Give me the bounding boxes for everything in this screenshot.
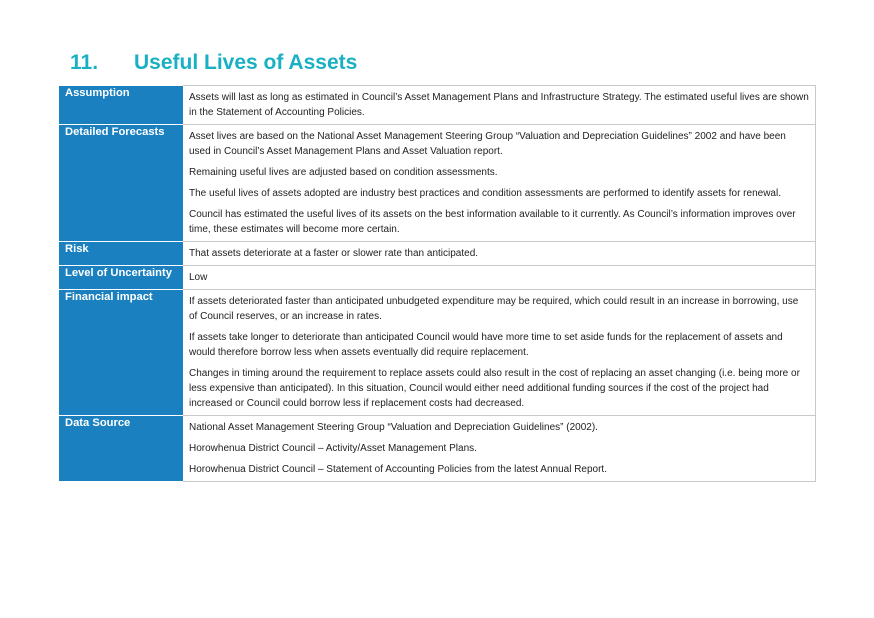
- row-label: Risk: [59, 242, 183, 266]
- table-row-data-source: [59, 416, 816, 482]
- row-label: Assumption: [59, 86, 183, 125]
- row-label: Data Source: [59, 416, 183, 482]
- row-label: Level of Uncertainty: [59, 266, 183, 290]
- paragraph: Horowhenua District Council – Statement of Accounting Policies from the latest Annual Report.: [189, 464, 607, 475]
- assumption-table: [59, 85, 816, 482]
- table-row-risk: [59, 242, 816, 266]
- row-label: Financial impact: [59, 290, 183, 416]
- section-number: 11.: [70, 51, 99, 74]
- paragraph: The useful lives of assets adopted are industry best practices and condition assessments are performed to identify assets for renewal.: [189, 188, 781, 199]
- row-content: [183, 242, 816, 266]
- paragraph: If assets deteriorated faster than anticipated unbudgeted expenditure may be required, which could result in an increase in borrowing, use of Council reserves, or an increase in rates.: [189, 296, 799, 322]
- row-content: [183, 416, 816, 482]
- row-content: [183, 86, 816, 125]
- table-row-level-of-uncertainty: [59, 266, 816, 290]
- paragraph: Remaining useful lives are adjusted based on condition assessments.: [189, 167, 498, 178]
- row-content: [183, 266, 816, 290]
- paragraph: Low: [189, 272, 208, 283]
- row-content: [183, 290, 816, 416]
- row-label: Detailed Forecasts: [59, 125, 183, 242]
- paragraph: Changes in timing around the requirement to replace assets could also result in the cost of replacing an asset changing (i.e. being more or less expensive than anticipated). In this situation, Council would either need additional funding sources if the cost of the project had increased or Council could borrow less if replacement costs had decreased.: [189, 368, 800, 409]
- table-row-financial-impact: [59, 290, 816, 416]
- section-title: Useful Lives of Assets: [134, 51, 358, 74]
- paragraph: Assets will last as long as estimated in Council’s Asset Management Plans and Infrastructure Strategy. The estimated useful lives are shown in the Statement of Accounting Policies.: [189, 92, 809, 118]
- table-row-assumption: [59, 86, 816, 125]
- table-row-detailed-forecasts: [59, 125, 816, 242]
- paragraph: Asset lives are based on the National Asset Management Steering Group “Valuation and Depreciation Guidelines” 2002 and have been used in Council’s Asset Management Plans and Asset Valuation report.: [189, 131, 786, 157]
- row-content: [183, 125, 816, 242]
- paragraph: Horowhenua District Council – Activity/Asset Management Plans.: [189, 443, 477, 454]
- paragraph: Council has estimated the useful lives of its assets on the best information available to it currently. As Council’s information improves over time, these estimates will become more certain.: [189, 209, 796, 235]
- paragraph: National Asset Management Steering Group “Valuation and Depreciation Guidelines” (2002).: [189, 422, 598, 433]
- paragraph: That assets deteriorate at a faster or slower rate than anticipated.: [189, 248, 479, 259]
- paragraph: If assets take longer to deteriorate than anticipated Council would have more time to set aside funds for the replacement of assets and would therefore borrow less when assets eventually did require replacement.: [189, 332, 783, 358]
- section-heading: [70, 50, 357, 76]
